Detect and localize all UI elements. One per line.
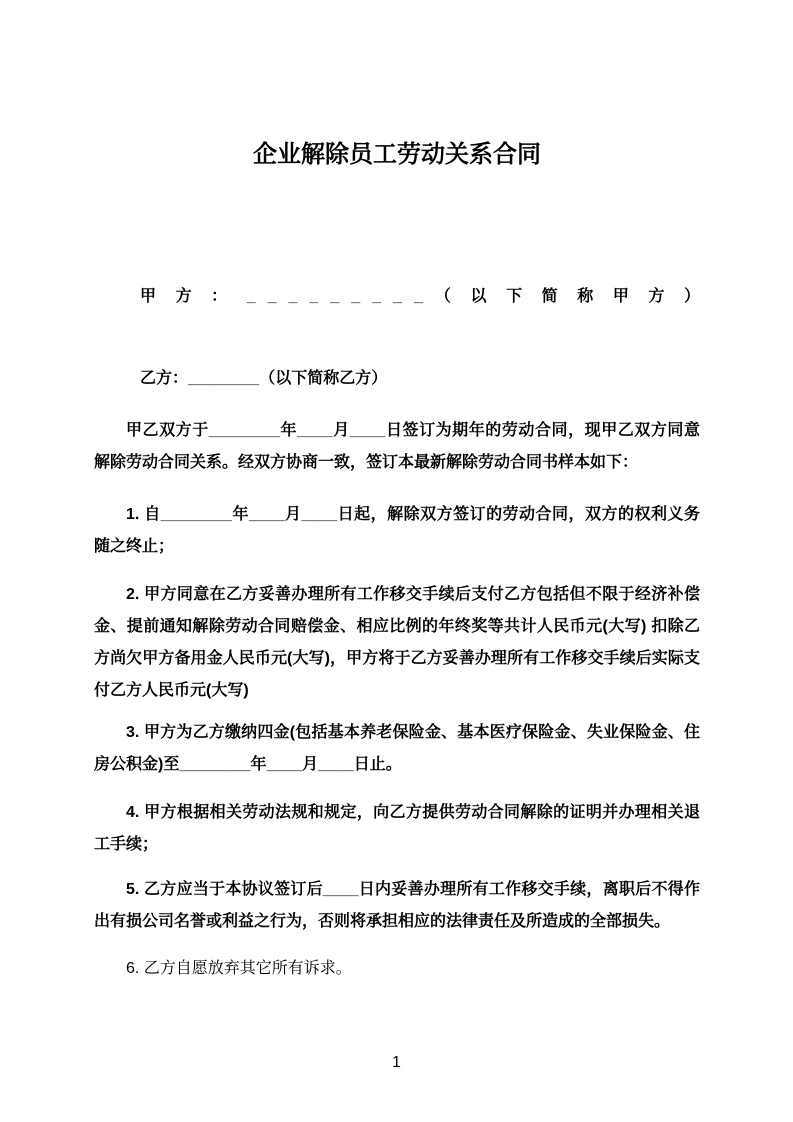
page-number: 1: [392, 1054, 401, 1071]
clause-2: 2. 甲方同意在乙方妥善办理所有工作移交手续后支付乙方包括但不限于经济补偿金、提前通知解除劳动合同赔偿金、相应比例的年终奖等共计人民币元(大写) 扣除乙方尚欠甲方备用金人民币元(大写)，甲方将于乙方妥善办理所有工作移交手续后实际支付乙方人民币元(大写): [94, 586, 700, 699]
intro-paragraph: 甲乙双方于________年____月____日签订为期年的劳动合同，现甲乙双方同意解除劳动合同关系。经双方协商一致，签订本最新解除劳动合同书样本如下：: [94, 422, 700, 471]
clause-3: 3. 甲方为乙方缴纳四金(包括基本养老保险金、基本医疗保险金、失业保险金、住房公积金)至________年____月____日止。: [94, 724, 700, 773]
clause-5: 5. 乙方应当于本协议签订后____日内妥善办理所有工作移交手续，离职后不得作出有损公司名誉或利益之行为，否则将承担相应的法律责任及所造成的全部损失。: [94, 881, 700, 930]
clause-1: 1. 自________年____月____日起，解除双方签订的劳动合同，双方的权利义务随之终止；: [94, 506, 700, 555]
party-a-line: 甲 方 ： _ _ _ _ _ _ _ _ _ （ 以 下 简 称 甲 方 ）: [140, 288, 700, 305]
page-title: 企业解除员工劳动关系合同: [253, 141, 541, 168]
party-b-line: 乙方：________（以下简称乙方）: [140, 370, 388, 387]
clause-6: 6. 乙方自愿放弃其它所有诉求。: [126, 960, 352, 977]
clause-4: 4. 甲方根据相关劳动法规和规定，向乙方提供劳动合同解除的证明并办理相关退工手续；: [94, 804, 700, 853]
